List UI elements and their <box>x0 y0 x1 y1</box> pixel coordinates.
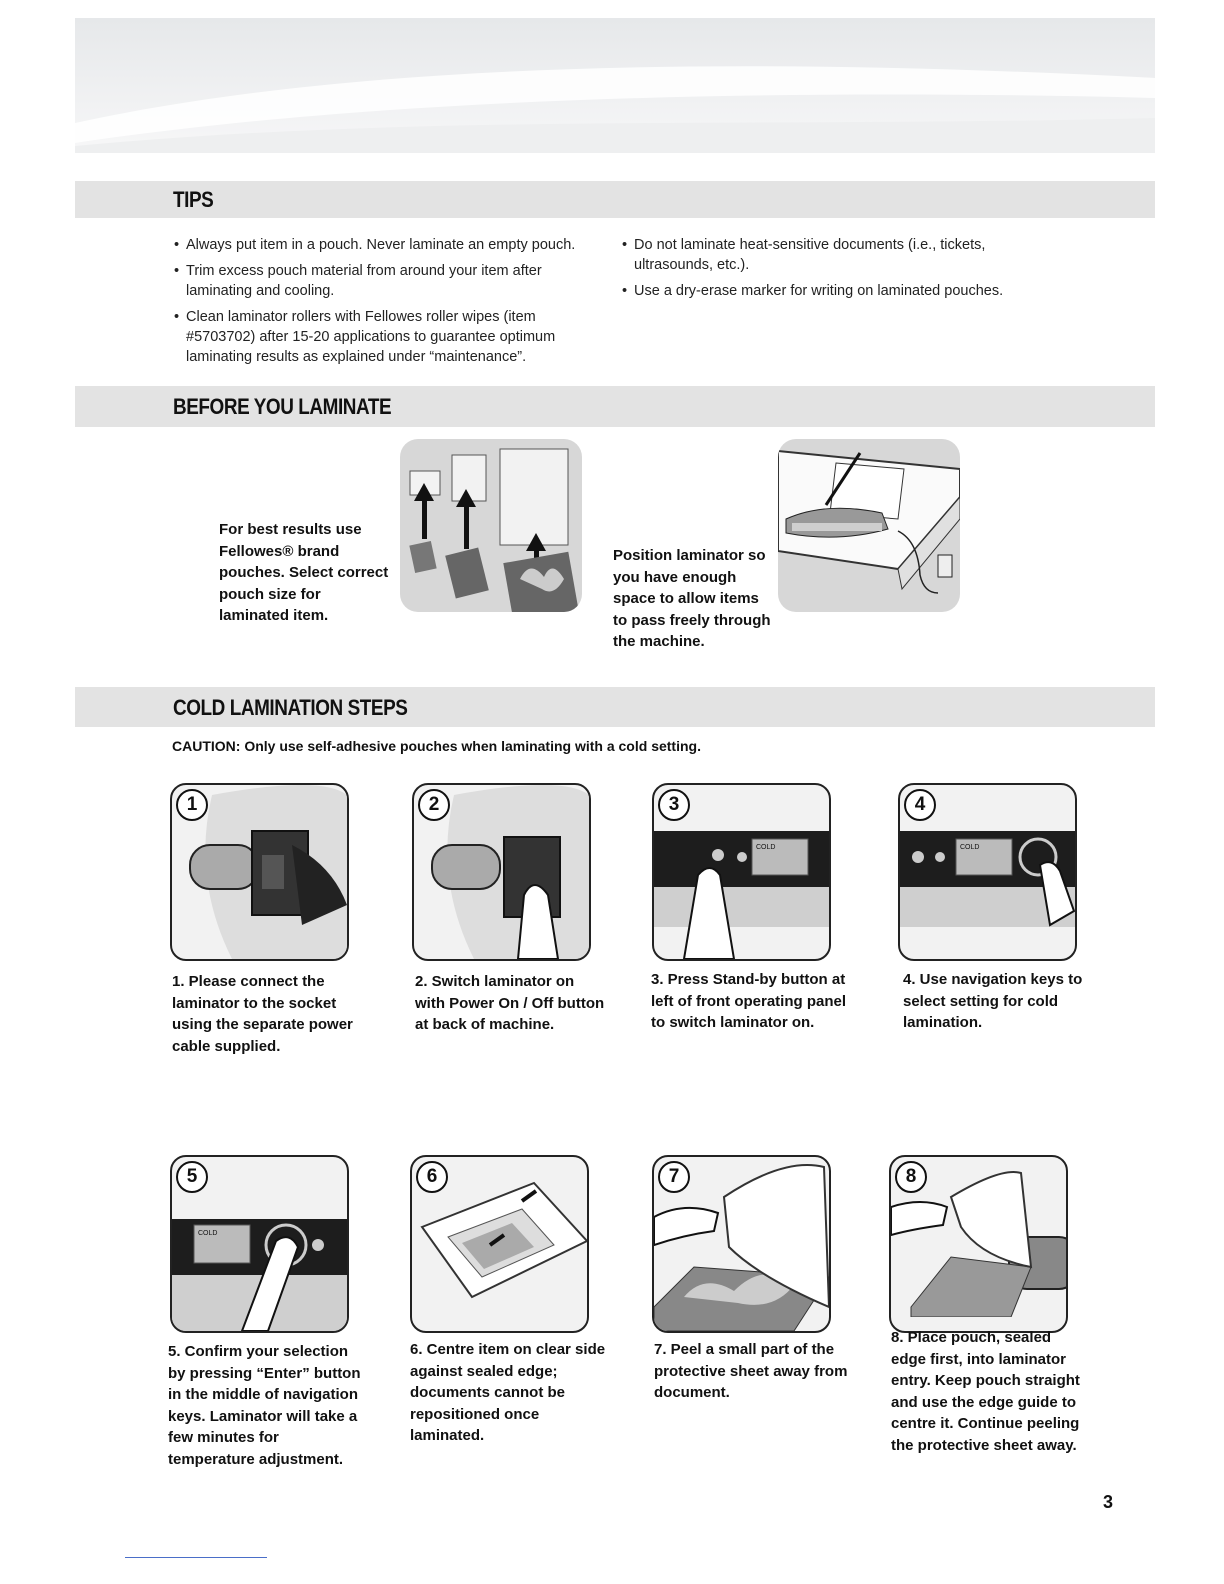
laminator-position-illustration <box>778 439 960 612</box>
step-3-illustration <box>652 783 831 961</box>
step-7-caption: 7. Peel a small part of the protective sheet away from document. <box>654 1341 848 1401</box>
step-badge: 8 <box>895 1161 927 1193</box>
tip-item: • Do not laminate heat-sensitive documents (i.e., tickets, ultrasounds, etc.). <box>622 235 1042 275</box>
step-badge: 2 <box>418 789 450 821</box>
footer-line <box>125 1557 267 1558</box>
panel-mode-label: COLD <box>198 1230 218 1237</box>
tips-list-left <box>174 235 604 373</box>
pouch-size-illustration <box>400 439 582 612</box>
section-bar-cold <box>75 687 1155 727</box>
pouch-size-drawing <box>400 439 582 612</box>
step-2-caption: 2. Switch laminator on with Power On / Off button at back of machine. <box>415 973 605 1033</box>
step-1-caption: 1. Please connect the laminator to the socket using the separate power cable supplied. <box>172 973 353 1055</box>
section-title-cold: COLD LAMINATION STEPS <box>173 695 408 720</box>
position-note: Position laminator so you have enough space to allow items to pass freely through the machine. <box>613 547 771 650</box>
tips-list-right <box>622 235 1042 307</box>
tip-item: • Always put item in a pouch. Never laminate an empty pouch. <box>174 235 604 255</box>
pouch-note: For best results use Fellowes® brand pouches. Select correct pouch size for laminated item. <box>219 521 389 624</box>
step-8-caption: 8. Place pouch, sealed edge first, into laminator entry. Keep pouch straight and use the edge guide to centre it. Continue peeling the protective sheet away. <box>891 1329 1080 1454</box>
step-6-caption: 6. Centre item on clear side against sealed edge; documents cannot be repositioned once laminated. <box>410 1341 606 1444</box>
step-5-caption: 5. Confirm your selection by pressing “Enter” button in the middle of navigation keys. Laminator will take a few minutes for temperature adjustment. <box>168 1343 361 1468</box>
step-badge: 4 <box>904 789 936 821</box>
step-2-illustration <box>412 783 591 961</box>
tip-item: • Use a dry-erase marker for writing on laminated pouches. <box>622 281 1042 301</box>
step-badge: 1 <box>176 789 208 821</box>
step-7-illustration <box>652 1155 831 1333</box>
step-badge: 5 <box>176 1161 208 1193</box>
page-number: 3 <box>1103 1492 1114 1512</box>
step-5-illustration <box>170 1155 349 1333</box>
section-bar-before <box>75 386 1155 427</box>
step-4-caption: 4. Use navigation keys to select setting for cold lamination. <box>903 971 1083 1031</box>
step-6-illustration <box>410 1155 589 1333</box>
step-4-illustration <box>898 783 1077 961</box>
header-swoosh <box>75 18 1155 153</box>
section-title-before: BEFORE YOU LAMINATE <box>173 394 392 419</box>
step-badge: 3 <box>658 789 690 821</box>
step-1-illustration <box>170 783 349 961</box>
tip-item: • Clean laminator rollers with Fellowes roller wipes (item #5703702) after 15-20 applications to guarantee optimum laminating results as explained under “maintenance”. <box>174 307 604 367</box>
tip-item: • Trim excess pouch material from around your item after laminating and cooling. <box>174 261 604 301</box>
step-badge: 6 <box>416 1161 448 1193</box>
step-8-illustration <box>889 1155 1068 1333</box>
step-3-caption: 3. Press Stand-by button at left of front operating panel to switch laminator on. <box>651 971 846 1031</box>
panel-mode-label: COLD <box>960 844 980 851</box>
section-title-tips: TIPS <box>173 187 214 212</box>
caution-note: CAUTION: Only use self-adhesive pouches when laminating with a cold setting. <box>172 738 701 754</box>
panel-mode-label: COLD <box>756 844 776 851</box>
laminator-position-drawing <box>778 439 960 612</box>
step-badge: 7 <box>658 1161 690 1193</box>
section-bar-tips <box>75 181 1155 218</box>
